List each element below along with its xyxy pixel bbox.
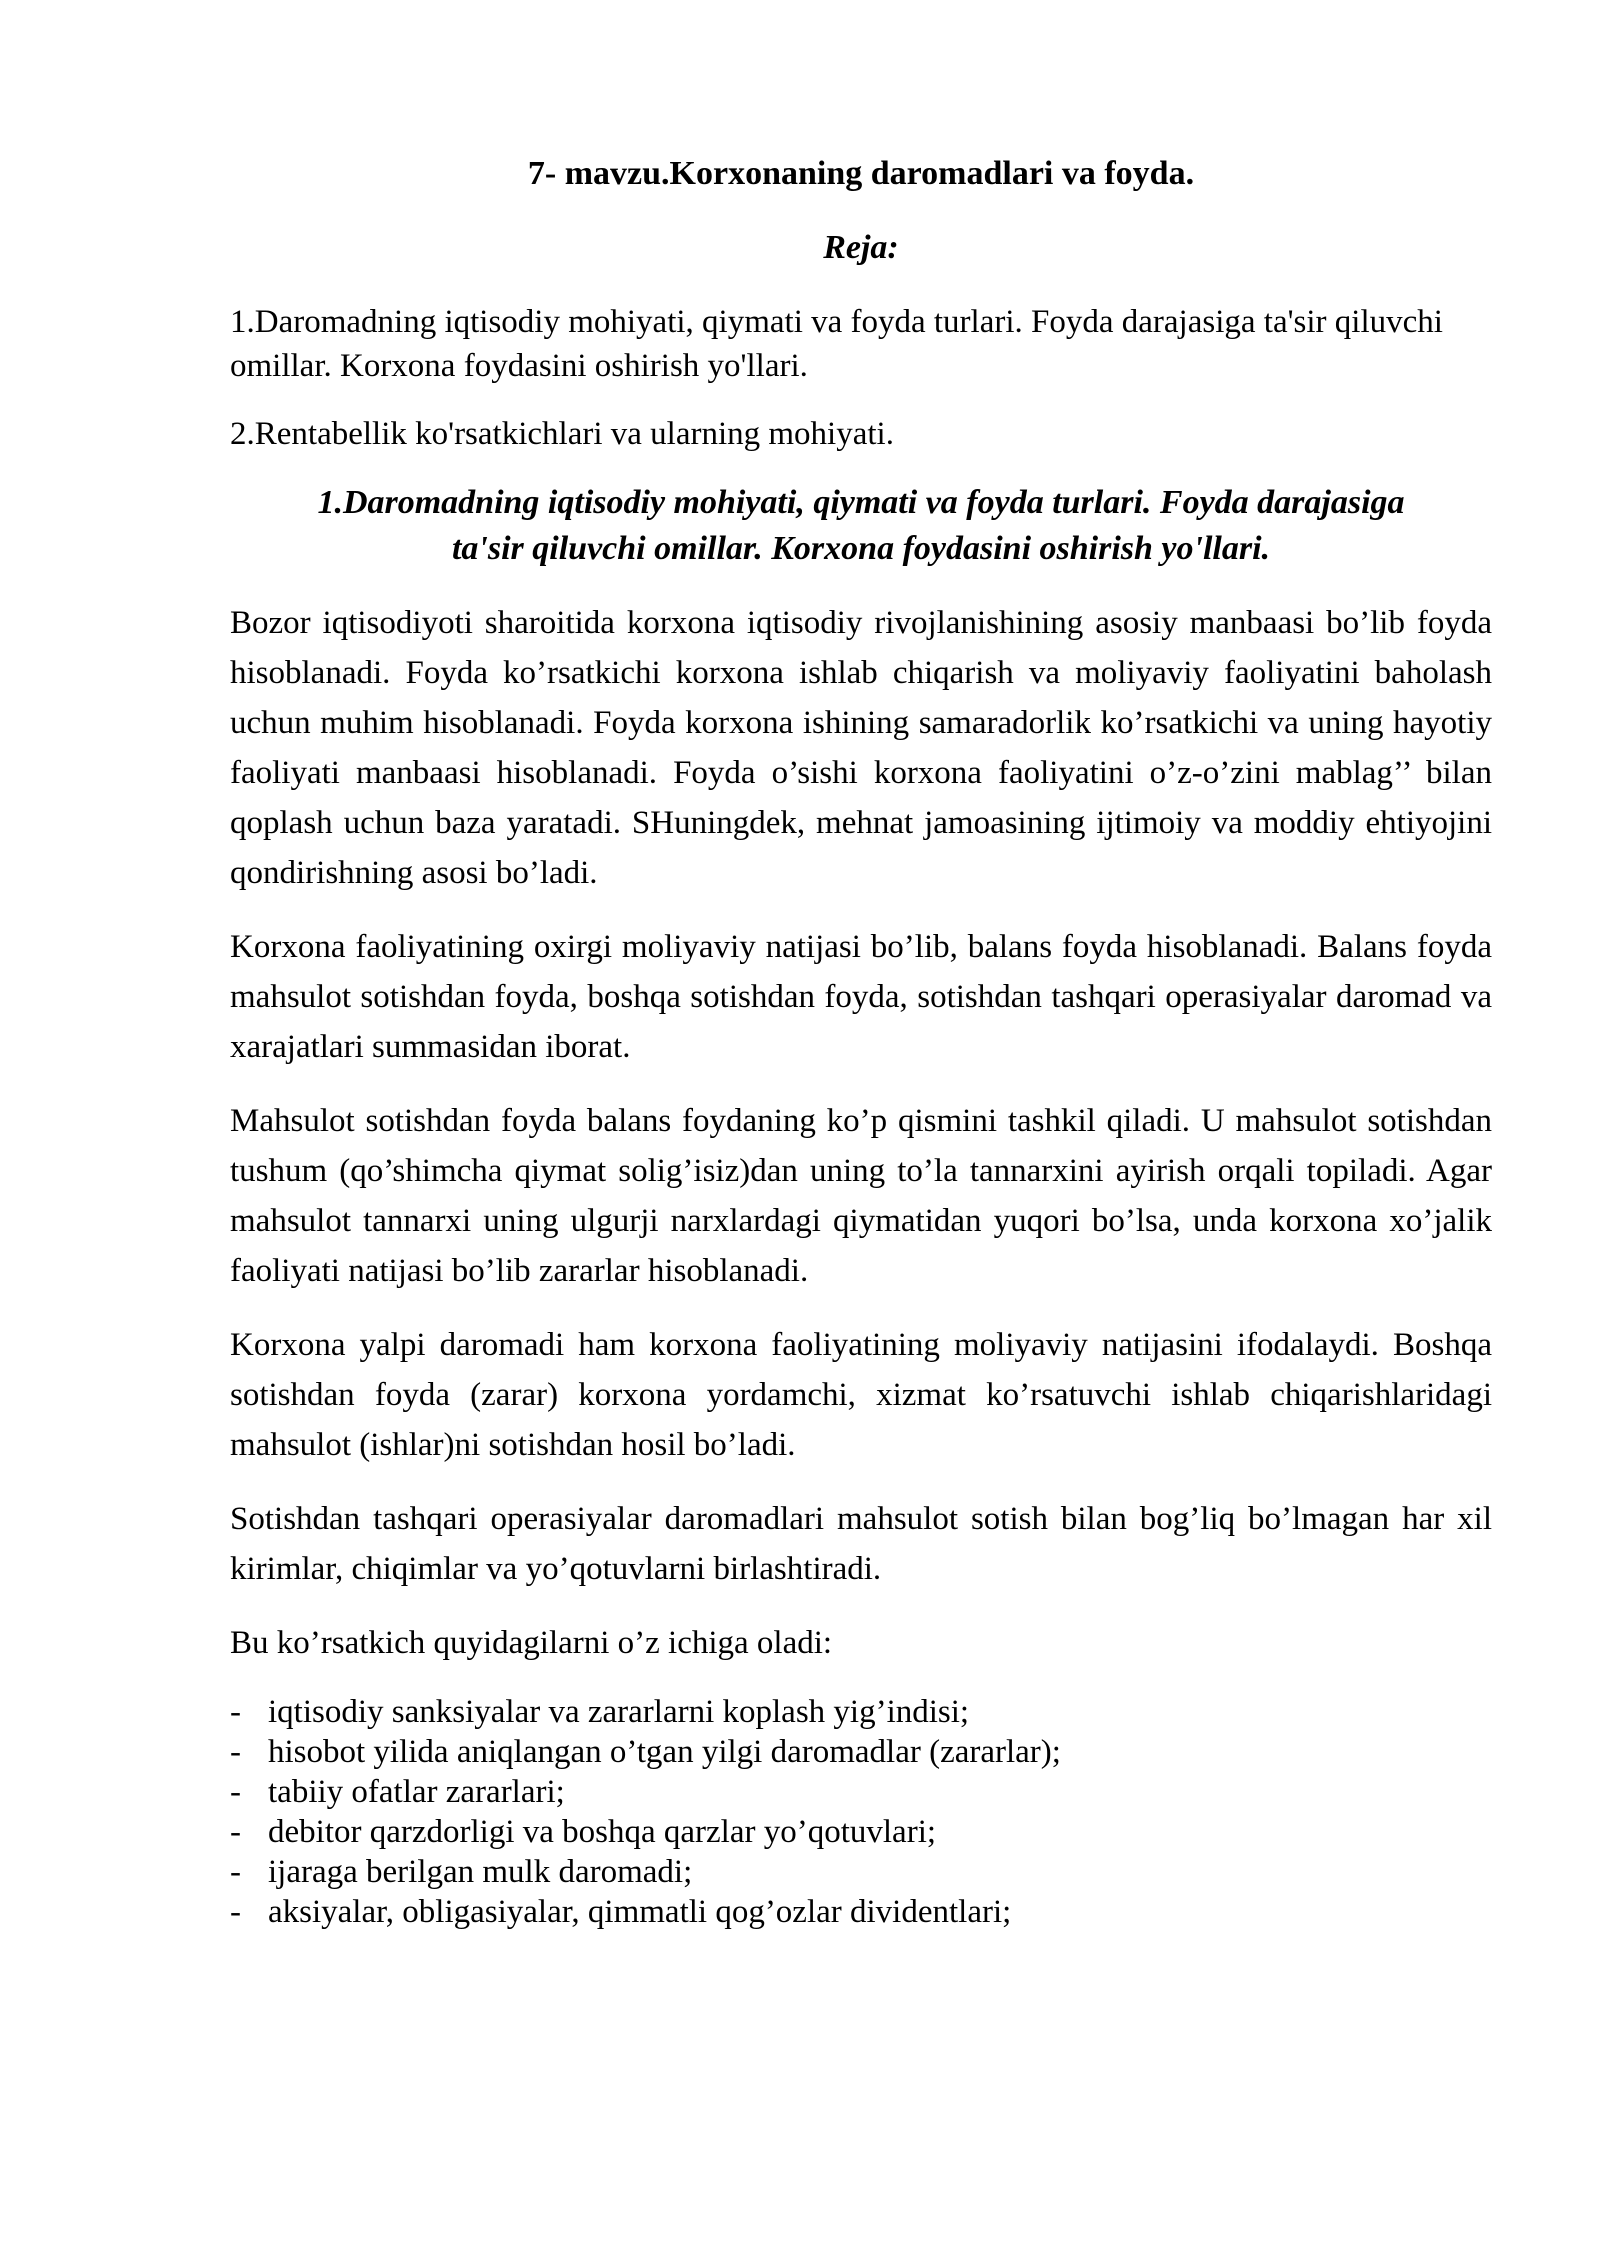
list-dash: - [230,1774,241,1810]
list-item [230,1692,1492,1732]
list-item [230,1892,1492,1932]
list-item-text: iqtisodiy sanksiyalar va zararlarni koplash yig’indisi; [268,1694,970,1730]
list-item-text: ijaraga berilgan mulk daromadi; [268,1854,693,1890]
paragraph-4: Korxona yalpi daromadi ham korxona faoliyatining moliyaviy natijasini ifodalaydi. Boshqa sotishdan foyda (zarar) korxona yordamchi, xizmat ko’rsatuvchi ishlab chiqarishlaridagi mahsulot (ishlar)ni sotishdan hosil bo’ladi. [230,1327,1492,1463]
plan-item-1: 1.Daromadning iqtisodiy mohiyati, qiymati va foyda turlari. Foyda darajasiga ta'sir qiluvchi omillar. Korxona foydasini oshirish yo'llari. [230,304,1443,384]
section-heading-line-2: ta'sir qiluvchi omillar. Korxona foydasini oshirish yo'llari. [451,530,1271,567]
section-heading-line-1: 1.Daromadning iqtisodiy mohiyati, qiymati va foyda turlari. Foyda darajasiga [317,484,1405,521]
section-heading [230,480,1492,572]
income-items-list [230,1692,1492,1932]
list-dash: - [230,1814,241,1850]
list-dash: - [230,1734,241,1770]
plan-heading: Reja: [823,229,899,266]
list-item [230,1732,1492,1772]
list-item-text: aksiyalar, obligasiyalar, qimmatli qog’ozlar dividentlari; [268,1894,1012,1930]
paragraph-1: Bozor iqtisodiyoti sharoitida korxona iqtisodiy rivojlanishining asosiy manbaasi bo’lib foyda hisoblanadi. Foyda ko’rsatkichi korxona ishlab chiqarish va moliyaviy faoliyatini baholash uchun muhim hisoblanadi. Foyda korxona ishining samaradorlik ko’rsatkichi va uning hayotiy faoliyati manbaasi hisoblanadi. Foyda o’sishi korxona faoliyatini o’z-o’zini mablag’’ bilan qoplash uchun baza yaratadi. SHuningdek, mehnat jamoasining ijtimoiy va moddiy ehtiyojini qondirishning asosi bo’ladi. [230,605,1492,891]
list-dash: - [230,1854,241,1890]
list-item [230,1812,1492,1852]
document-page [230,150,1492,1932]
list-dash: - [230,1894,241,1930]
list-item [230,1772,1492,1812]
paragraph-5: Sotishdan tashqari operasiyalar daromadlari mahsulot sotish bilan bog’liq bo’lmagan har xil kirimlar, chiqimlar va yo’qotuvlarni birlashtiradi. [230,1501,1492,1587]
list-item-text: tabiiy ofatlar zararlari; [268,1774,565,1810]
list-dash: - [230,1694,241,1730]
list-item [230,1852,1492,1892]
list-item-text: hisobot yilida aniqlangan o’tgan yilgi daromadlar (zararlar); [268,1734,1061,1770]
document-title: 7- mavzu.Korxonaning daromadlari va foyda. [527,155,1195,192]
plan-item-2: 2.Rentabellik ko'rsatkichlari va ularning mohiyati. [230,416,894,452]
paragraph-6: Bu ko’rsatkich quyidagilarni o’z ichiga oladi: [230,1625,833,1661]
list-item-text: debitor qarzdorligi va boshqa qarzlar yo’qotuvlari; [268,1814,937,1850]
paragraph-3: Mahsulot sotishdan foyda balans foydaning ko’p qismini tashkil qiladi. U mahsulot sotishdan tushum (qo’shimcha qiymat solig’isiz)dan uning to’la tannarxini ayirish orqali topiladi. Agar mahsulot tannarxi uning ulgurji narxlardagi qiymatidan yuqori bo’lsa, unda korxona xo’jalik faoliyati natijasi bo’lib zararlar hisoblanadi. [230,1103,1492,1289]
paragraph-2: Korxona faoliyatining oxirgi moliyaviy natijasi bo’lib, balans foyda hisoblanadi. Balans foyda mahsulot sotishdan foyda, boshqa sotishdan foyda, sotishdan tashqari operasiyalar daromad va xarajatlari summasidan iborat. [230,929,1492,1065]
